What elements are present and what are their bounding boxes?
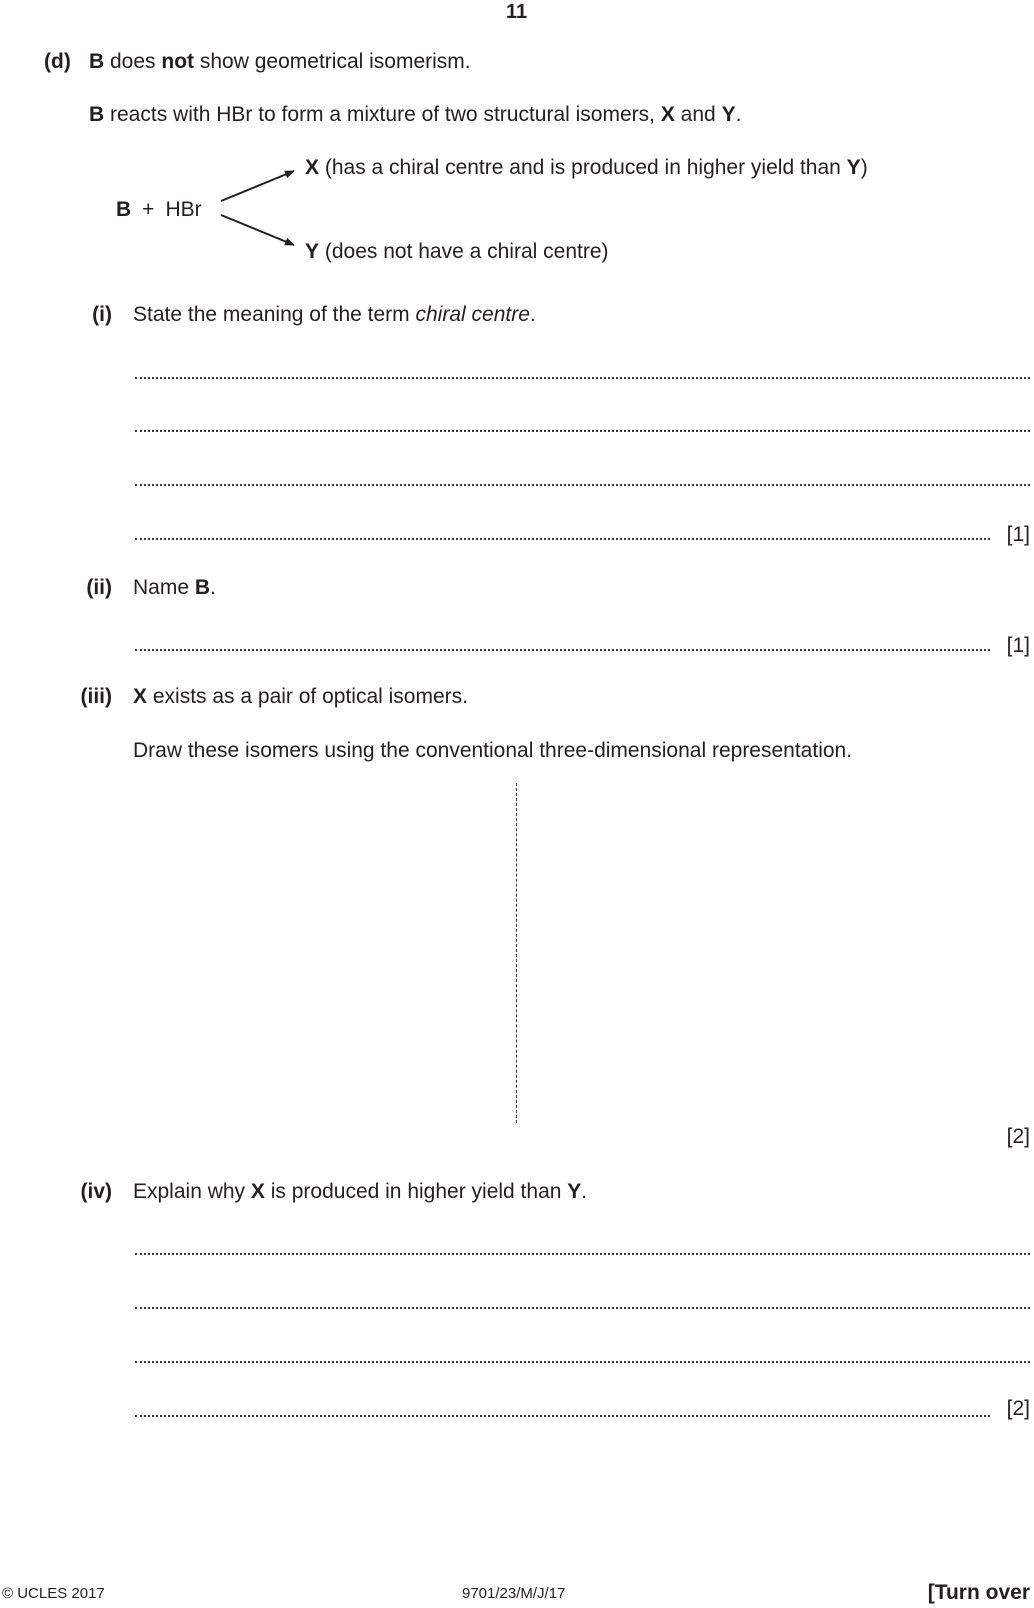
answer-line[interactable] <box>135 1307 1030 1309</box>
text: show geometrical isomerism. <box>194 50 471 73</box>
mark-allocation: [2] <box>1006 1397 1030 1420</box>
answer-line[interactable] <box>135 377 1030 379</box>
q-iv-label: (iv) <box>80 1180 112 1203</box>
isomer-y: Y <box>721 103 736 126</box>
q-iv-question <box>133 1181 587 1202</box>
text: (has a chiral centre and is produced in higher yield than <box>319 156 847 179</box>
q-i-question <box>133 304 536 325</box>
drawing-area-right[interactable] <box>522 783 1022 1123</box>
emphasis-not: not <box>161 50 195 73</box>
arrow-to-y <box>221 215 294 245</box>
part-d-line2 <box>89 104 741 125</box>
compound-b: B <box>89 103 105 126</box>
isomer-y: Y <box>567 1180 582 1203</box>
text: Explain why <box>133 1180 251 1203</box>
term-chiral-centre: chiral centre <box>415 303 530 326</box>
footer-paper-code: 9701/23/M/J/17 <box>462 1585 566 1602</box>
dashed-divider <box>516 783 517 1123</box>
q-iii-question <box>133 686 468 707</box>
drawing-area-left[interactable] <box>135 783 510 1123</box>
isomer-x: X <box>250 1180 265 1203</box>
mark-allocation: [2] <box>1006 1125 1030 1148</box>
part-d-line1 <box>89 51 471 72</box>
reactant-hbr: HBr <box>165 198 202 221</box>
text: . <box>735 103 742 126</box>
q-i-label: (i) <box>92 303 112 326</box>
product-x-symbol: X <box>305 156 320 179</box>
page-number: 11 <box>506 1 528 23</box>
text: and <box>674 103 722 126</box>
text: Name <box>133 576 195 599</box>
text: does <box>104 50 162 73</box>
footer-copyright: © UCLES 2017 <box>2 1585 105 1602</box>
mark-allocation: [1] <box>1006 523 1030 546</box>
text: . <box>529 303 536 326</box>
q-iii-label: (iii) <box>80 685 112 708</box>
plus-sign: + <box>142 198 155 221</box>
isomer-x: X <box>660 103 675 126</box>
answer-line[interactable] <box>135 649 990 651</box>
answer-line[interactable] <box>135 1415 990 1417</box>
mark-allocation: [1] <box>1006 634 1030 657</box>
reaction-arrows <box>215 166 300 250</box>
product-y-ref: Y <box>846 156 861 179</box>
text: ) <box>860 156 868 179</box>
q-ii-question <box>133 577 216 598</box>
part-d-label: (d) <box>44 50 71 73</box>
answer-line[interactable] <box>135 430 1030 432</box>
answer-line[interactable] <box>135 1361 1030 1363</box>
text: . <box>210 576 216 599</box>
answer-line[interactable] <box>135 484 1030 486</box>
q-iii-instruction: Draw these isomers using the conventional three-dimensional representation. <box>133 739 853 762</box>
reactant-b: B <box>116 198 132 221</box>
text: State the meaning of the term <box>133 303 416 326</box>
compound-b: B <box>194 576 211 599</box>
isomer-x: X <box>133 685 148 708</box>
compound-b: B <box>89 50 105 73</box>
answer-line[interactable] <box>135 538 990 540</box>
footer-turn-over: [Turn over <box>927 1581 1030 1604</box>
text: (does not have a chiral centre) <box>319 240 609 263</box>
text: . <box>581 1180 588 1203</box>
product-y-symbol: Y <box>305 240 320 263</box>
reaction-reactants <box>116 199 202 220</box>
arrow-to-x <box>221 171 294 201</box>
text: exists as a pair of optical isomers. <box>147 685 468 708</box>
product-x-line <box>305 157 868 178</box>
q-ii-label: (ii) <box>86 576 112 599</box>
text: is produced in higher yield than <box>264 1180 568 1203</box>
product-y-line <box>305 241 609 262</box>
text: reacts with HBr to form a mixture of two structural isomers, <box>104 103 661 126</box>
answer-line[interactable] <box>135 1253 1030 1255</box>
